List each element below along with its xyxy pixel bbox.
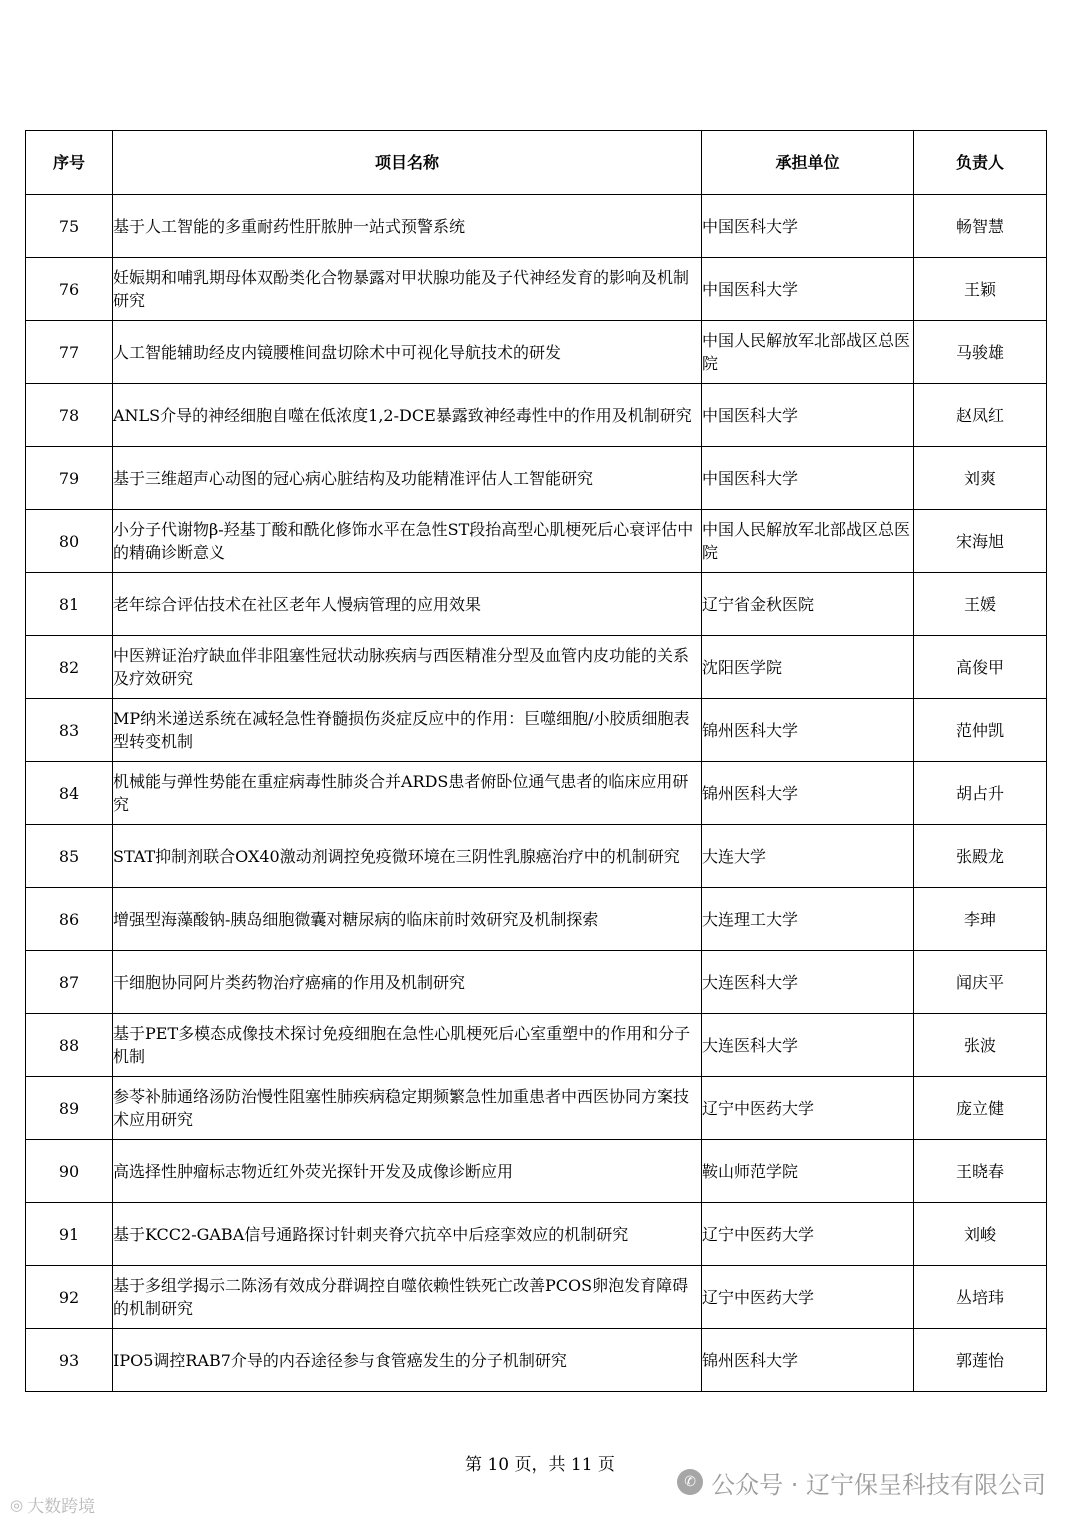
cell-no: 81: [26, 573, 113, 636]
table-row: [26, 825, 1047, 888]
cell-unit: 锦州医科大学: [702, 762, 914, 825]
cell-project-name: 高选择性肿瘤标志物近红外荧光探针开发及成像诊断应用: [113, 1140, 702, 1203]
cell-lead: 胡占升: [914, 762, 1047, 825]
table-row: [26, 1014, 1047, 1077]
table-header-row: [26, 131, 1047, 195]
cell-no: 92: [26, 1266, 113, 1329]
project-table: [25, 130, 1047, 1392]
table-row: [26, 1140, 1047, 1203]
weibo-icon: ◎: [10, 1495, 24, 1514]
table-row: [26, 951, 1047, 1014]
table-row: [26, 888, 1047, 951]
header-no: 序号: [26, 131, 113, 195]
cell-lead: 张殿龙: [914, 825, 1047, 888]
watermark-small-text: 大数跨境: [27, 1497, 96, 1517]
cell-no: 86: [26, 888, 113, 951]
cell-lead: 王媛: [914, 573, 1047, 636]
table-row: [26, 195, 1047, 258]
watermark-main: [677, 1462, 1046, 1502]
cell-unit: 中国人民解放军北部战区总医院: [702, 510, 914, 573]
table-row: [26, 510, 1047, 573]
cell-unit: 中国医科大学: [702, 447, 914, 510]
cell-no: 77: [26, 321, 113, 384]
cell-no: 84: [26, 762, 113, 825]
cell-project-name: 基于三维超声心动图的冠心病心脏结构及功能精准评估人工智能研究: [113, 447, 702, 510]
cell-project-name: 基于KCC2-GABA信号通路探讨针刺夹脊穴抗卒中后痉挛效应的机制研究: [113, 1203, 702, 1266]
cell-unit: 大连理工大学: [702, 888, 914, 951]
cell-unit: 沈阳医学院: [702, 636, 914, 699]
table-row: [26, 573, 1047, 636]
cell-no: 82: [26, 636, 113, 699]
watermark-small: [10, 1492, 95, 1517]
cell-unit: 大连医科大学: [702, 951, 914, 1014]
cell-no: 91: [26, 1203, 113, 1266]
cell-lead: 李珅: [914, 888, 1047, 951]
cell-unit: 辽宁省金秋医院: [702, 573, 914, 636]
cell-lead: 王晓春: [914, 1140, 1047, 1203]
cell-lead: 畅智慧: [914, 195, 1047, 258]
cell-project-name: 基于人工智能的多重耐药性肝脓肿一站式预警系统: [113, 195, 702, 258]
cell-no: 85: [26, 825, 113, 888]
cell-project-name: IPO5调控RAB7介导的内吞途径参与食管癌发生的分子机制研究: [113, 1329, 702, 1392]
table-row: [26, 258, 1047, 321]
cell-project-name: 机械能与弹性势能在重症病毒性肺炎合并ARDS患者俯卧位通气患者的临床应用研究: [113, 762, 702, 825]
cell-project-name: 参苓补肺通络汤防治慢性阻塞性肺疾病稳定期频繁急性加重患者中西医协同方案技术应用研究: [113, 1077, 702, 1140]
table-row: [26, 384, 1047, 447]
page-number: 第 10 页，共 11 页: [465, 1455, 615, 1475]
header-name: 项目名称: [113, 131, 702, 195]
cell-no: 75: [26, 195, 113, 258]
watermark-main-text: 公众号 · 辽宁保呈科技有限公司: [711, 1470, 1046, 1499]
cell-lead: 马骏雄: [914, 321, 1047, 384]
cell-unit: 辽宁中医药大学: [702, 1203, 914, 1266]
cell-project-name: MP纳米递送系统在减轻急性脊髓损伤炎症反应中的作用：巨噬细胞/小胶质细胞表型转变机制: [113, 699, 702, 762]
cell-unit: 中国医科大学: [702, 258, 914, 321]
cell-lead: 丛培玮: [914, 1266, 1047, 1329]
cell-lead: 刘爽: [914, 447, 1047, 510]
cell-no: 89: [26, 1077, 113, 1140]
cell-unit: 锦州医科大学: [702, 1329, 914, 1392]
cell-lead: 范仲凯: [914, 699, 1047, 762]
cell-lead: 王颖: [914, 258, 1047, 321]
cell-no: 78: [26, 384, 113, 447]
table-row: [26, 1203, 1047, 1266]
cell-unit: 锦州医科大学: [702, 699, 914, 762]
cell-project-name: 人工智能辅助经皮内镜腰椎间盘切除术中可视化导航技术的研发: [113, 321, 702, 384]
table-row: [26, 1077, 1047, 1140]
cell-unit: 辽宁中医药大学: [702, 1266, 914, 1329]
cell-lead: 高俊甲: [914, 636, 1047, 699]
table-row: [26, 321, 1047, 384]
cell-lead: 张波: [914, 1014, 1047, 1077]
cell-lead: 刘峻: [914, 1203, 1047, 1266]
cell-unit: 辽宁中医药大学: [702, 1077, 914, 1140]
table-row: [26, 447, 1047, 510]
table-body: [26, 195, 1047, 1392]
cell-project-name: 干细胞协同阿片类药物治疗癌痛的作用及机制研究: [113, 951, 702, 1014]
cell-project-name: 基于PET多模态成像技术探讨免疫细胞在急性心肌梗死后心室重塑中的作用和分子机制: [113, 1014, 702, 1077]
cell-no: 79: [26, 447, 113, 510]
cell-lead: 赵凤红: [914, 384, 1047, 447]
cell-unit: 鞍山师范学院: [702, 1140, 914, 1203]
header-lead: 负责人: [914, 131, 1047, 195]
cell-project-name: 小分子代谢物β-羟基丁酸和酰化修饰水平在急性ST段抬高型心肌梗死后心衰评估中的精确诊断意义: [113, 510, 702, 573]
cell-no: 87: [26, 951, 113, 1014]
cell-unit: 中国医科大学: [702, 195, 914, 258]
cell-no: 76: [26, 258, 113, 321]
cell-project-name: ANLS介导的神经细胞自噬在低浓度1,2-DCE暴露致神经毒性中的作用及机制研究: [113, 384, 702, 447]
table-row: [26, 699, 1047, 762]
cell-no: 88: [26, 1014, 113, 1077]
header-unit: 承担单位: [702, 131, 914, 195]
cell-no: 90: [26, 1140, 113, 1203]
cell-project-name: 妊娠期和哺乳期母体双酚类化合物暴露对甲状腺功能及子代神经发育的影响及机制研究: [113, 258, 702, 321]
cell-project-name: 中医辨证治疗缺血伴非阻塞性冠状动脉疾病与西医精准分型及血管内皮功能的关系及疗效研究: [113, 636, 702, 699]
cell-unit: 中国医科大学: [702, 384, 914, 447]
table-row: [26, 1329, 1047, 1392]
cell-no: 83: [26, 699, 113, 762]
cell-no: 93: [26, 1329, 113, 1392]
table-row: [26, 636, 1047, 699]
cell-lead: 庞立健: [914, 1077, 1047, 1140]
cell-project-name: 基于多组学揭示二陈汤有效成分群调控自噬依赖性铁死亡改善PCOS卵泡发育障碍的机制研究: [113, 1266, 702, 1329]
cell-unit: 大连医科大学: [702, 1014, 914, 1077]
cell-lead: 宋海旭: [914, 510, 1047, 573]
cell-lead: 郭莲怡: [914, 1329, 1047, 1392]
cell-project-name: STAT抑制剂联合OX40激动剂调控免疫微环境在三阴性乳腺癌治疗中的机制研究: [113, 825, 702, 888]
cell-unit: 中国人民解放军北部战区总医院: [702, 321, 914, 384]
cell-no: 80: [26, 510, 113, 573]
cell-project-name: 老年综合评估技术在社区老年人慢病管理的应用效果: [113, 573, 702, 636]
cell-project-name: 增强型海藻酸钠-胰岛细胞微囊对糖尿病的临床前时效研究及机制探索: [113, 888, 702, 951]
wechat-icon: ✆: [677, 1469, 703, 1495]
cell-lead: 闻庆平: [914, 951, 1047, 1014]
table-row: [26, 1266, 1047, 1329]
table-row: [26, 762, 1047, 825]
cell-unit: 大连大学: [702, 825, 914, 888]
